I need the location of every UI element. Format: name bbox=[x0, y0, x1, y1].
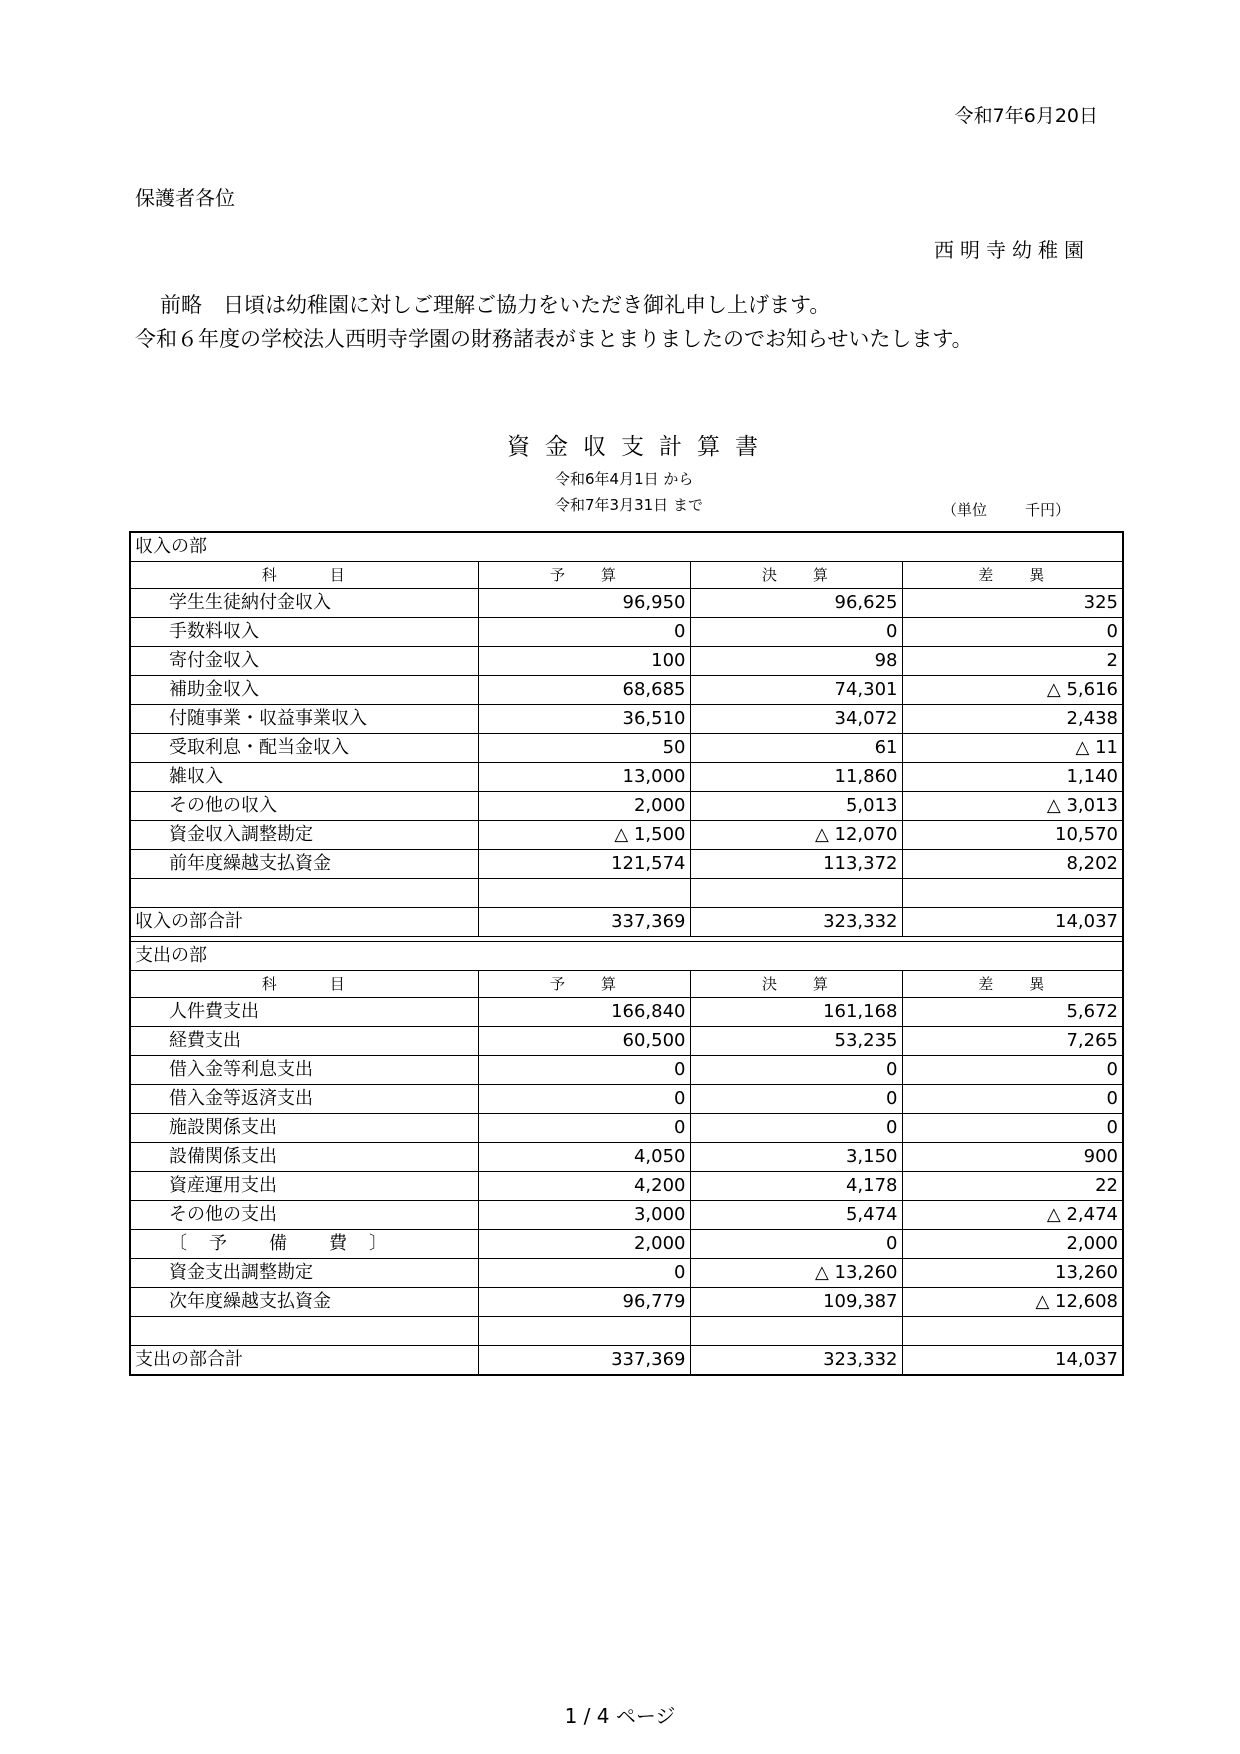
document-date: 令和7年6月20日 bbox=[954, 105, 1098, 127]
income-budget-value: 100 bbox=[478, 647, 690, 676]
income-budget-value: 96,950 bbox=[478, 589, 690, 618]
expense-budget-value: 166,840 bbox=[478, 998, 690, 1027]
income-item-name: 手数料収入 bbox=[130, 618, 478, 647]
unit-note bbox=[942, 499, 1070, 520]
column-header-item: 科 目 bbox=[130, 562, 478, 589]
income-diff-value: △ 11 bbox=[902, 734, 1123, 763]
column-header-actual: 決 算 bbox=[690, 971, 902, 998]
recipient: 保護者各位 bbox=[135, 186, 235, 210]
expense-budget-value: 0 bbox=[478, 1114, 690, 1143]
expense-diff-value: 7,265 bbox=[902, 1027, 1123, 1056]
income-item-name: 資金収入調整勘定 bbox=[130, 821, 478, 850]
income-item-name: 補助金収入 bbox=[130, 676, 478, 705]
expense-actual-value: 5,474 bbox=[690, 1201, 902, 1230]
expense-rows bbox=[130, 998, 1123, 1317]
income-actual-value: 96,625 bbox=[690, 589, 902, 618]
income-row bbox=[130, 589, 1123, 618]
expense-actual-value: 0 bbox=[690, 1085, 902, 1114]
expense-total-diff: 14,037 bbox=[902, 1346, 1123, 1376]
income-item-name: 寄付金収入 bbox=[130, 647, 478, 676]
expense-item-name: 資産運用支出 bbox=[130, 1172, 478, 1201]
expense-diff-value: 0 bbox=[902, 1085, 1123, 1114]
income-item-name: 前年度繰越支払資金 bbox=[130, 850, 478, 879]
column-header-actual: 決 算 bbox=[690, 562, 902, 589]
expense-budget-value: 4,050 bbox=[478, 1143, 690, 1172]
income-diff-value: 10,570 bbox=[902, 821, 1123, 850]
income-diff-value: 2 bbox=[902, 647, 1123, 676]
income-diff-value: △ 3,013 bbox=[902, 792, 1123, 821]
income-row bbox=[130, 647, 1123, 676]
expense-budget-value: 60,500 bbox=[478, 1027, 690, 1056]
expense-item-name: 資金支出調整勘定 bbox=[130, 1259, 478, 1288]
expense-diff-value: △ 12,608 bbox=[902, 1288, 1123, 1317]
income-section-label: 収入の部 bbox=[130, 532, 1123, 562]
expense-actual-value: 109,387 bbox=[690, 1288, 902, 1317]
income-column-header-row bbox=[130, 562, 1123, 589]
expense-row bbox=[130, 1027, 1123, 1056]
income-actual-value: 74,301 bbox=[690, 676, 902, 705]
expense-row bbox=[130, 1201, 1123, 1230]
income-row bbox=[130, 705, 1123, 734]
expense-diff-value: 0 bbox=[902, 1114, 1123, 1143]
column-header-budget: 予 算 bbox=[478, 562, 690, 589]
expense-diff-value: △ 2,474 bbox=[902, 1201, 1123, 1230]
expense-item-name: 借入金等利息支出 bbox=[130, 1056, 478, 1085]
expense-actual-value: 0 bbox=[690, 1056, 902, 1085]
expense-budget-value: 4,200 bbox=[478, 1172, 690, 1201]
expense-row bbox=[130, 998, 1123, 1027]
income-budget-value: 50 bbox=[478, 734, 690, 763]
income-item-name: その他の収入 bbox=[130, 792, 478, 821]
income-row bbox=[130, 618, 1123, 647]
income-actual-value: 5,013 bbox=[690, 792, 902, 821]
income-budget-value: 36,510 bbox=[478, 705, 690, 734]
income-item-name: 学生生徒納付金収入 bbox=[130, 589, 478, 618]
expense-item-name: 人件費支出 bbox=[130, 998, 478, 1027]
income-total-label: 収入の部合計 bbox=[130, 908, 478, 937]
expense-column-header-row bbox=[130, 971, 1123, 998]
income-budget-value: 13,000 bbox=[478, 763, 690, 792]
income-total-row bbox=[130, 908, 1123, 937]
expense-section-header bbox=[130, 942, 1123, 971]
expense-row bbox=[130, 1114, 1123, 1143]
expense-budget-value: 0 bbox=[478, 1056, 690, 1085]
column-header-budget: 予 算 bbox=[478, 971, 690, 998]
income-diff-value: 1,140 bbox=[902, 763, 1123, 792]
income-row bbox=[130, 763, 1123, 792]
expense-actual-value: 0 bbox=[690, 1114, 902, 1143]
expense-diff-value: 900 bbox=[902, 1143, 1123, 1172]
income-item-name: 受取利息・配当金収入 bbox=[130, 734, 478, 763]
expense-item-name: その他の支出 bbox=[130, 1201, 478, 1230]
income-total-diff: 14,037 bbox=[902, 908, 1123, 937]
income-row bbox=[130, 850, 1123, 879]
expense-budget-value: 0 bbox=[478, 1085, 690, 1114]
income-actual-value: △ 12,070 bbox=[690, 821, 902, 850]
income-total-budget: 337,369 bbox=[478, 908, 690, 937]
expense-item-name: 次年度繰越支払資金 bbox=[130, 1288, 478, 1317]
expense-actual-value: 53,235 bbox=[690, 1027, 902, 1056]
income-row bbox=[130, 821, 1123, 850]
expense-row bbox=[130, 1056, 1123, 1085]
expense-section-label: 支出の部 bbox=[130, 942, 1123, 971]
expense-item-name: 経費支出 bbox=[130, 1027, 478, 1056]
expense-diff-value: 5,672 bbox=[902, 998, 1123, 1027]
expense-row bbox=[130, 1230, 1123, 1259]
income-budget-value: 2,000 bbox=[478, 792, 690, 821]
expense-budget-value: 0 bbox=[478, 1259, 690, 1288]
unit-value: 千円） bbox=[1025, 501, 1071, 519]
cash-flow-statement-table bbox=[129, 531, 1124, 1376]
expense-diff-value: 2,000 bbox=[902, 1230, 1123, 1259]
income-budget-value: △ 1,500 bbox=[478, 821, 690, 850]
income-diff-value: 325 bbox=[902, 589, 1123, 618]
expense-item-name: 〔 予 備 費 〕 bbox=[130, 1230, 478, 1259]
sender-name: 西明寺幼稚園 bbox=[934, 238, 1090, 262]
expense-budget-value: 96,779 bbox=[478, 1288, 690, 1317]
expense-total-label: 支出の部合計 bbox=[130, 1346, 478, 1376]
expense-diff-value: 22 bbox=[902, 1172, 1123, 1201]
expense-actual-value: 4,178 bbox=[690, 1172, 902, 1201]
column-header-diff: 差 異 bbox=[902, 562, 1123, 589]
income-item-name: 付随事業・収益事業収入 bbox=[130, 705, 478, 734]
expense-total-row bbox=[130, 1346, 1123, 1376]
income-actual-value: 98 bbox=[690, 647, 902, 676]
greeting-line-1: 前略 日頃は幼稚園に対しご理解ご協力をいただき御礼申し上げます。 bbox=[160, 293, 831, 317]
column-header-diff: 差 異 bbox=[902, 971, 1123, 998]
expense-total-actual: 323,332 bbox=[690, 1346, 902, 1376]
income-budget-value: 121,574 bbox=[478, 850, 690, 879]
expense-row bbox=[130, 1288, 1123, 1317]
income-budget-value: 68,685 bbox=[478, 676, 690, 705]
expense-row bbox=[130, 1172, 1123, 1201]
income-section-header bbox=[130, 532, 1123, 562]
expense-item-name: 借入金等返済支出 bbox=[130, 1085, 478, 1114]
expense-actual-value: 0 bbox=[690, 1230, 902, 1259]
expense-actual-value: 161,168 bbox=[690, 998, 902, 1027]
income-budget-value: 0 bbox=[478, 618, 690, 647]
income-actual-value: 34,072 bbox=[690, 705, 902, 734]
income-row bbox=[130, 676, 1123, 705]
income-item-name: 雑収入 bbox=[130, 763, 478, 792]
expense-row bbox=[130, 1143, 1123, 1172]
blank-row bbox=[130, 879, 1123, 908]
expense-diff-value: 13,260 bbox=[902, 1259, 1123, 1288]
expense-diff-value: 0 bbox=[902, 1056, 1123, 1085]
column-header-item: 科 目 bbox=[130, 971, 478, 998]
expense-actual-value: △ 13,260 bbox=[690, 1259, 902, 1288]
expense-total-budget: 337,369 bbox=[478, 1346, 690, 1376]
unit-label: （単位 bbox=[942, 501, 988, 519]
blank-row bbox=[130, 1317, 1123, 1346]
income-actual-value: 11,860 bbox=[690, 763, 902, 792]
income-row bbox=[130, 734, 1123, 763]
income-diff-value: △ 5,616 bbox=[902, 676, 1123, 705]
period-to: 令和7年3月31日 まで bbox=[555, 496, 703, 514]
expense-item-name: 施設関係支出 bbox=[130, 1114, 478, 1143]
expense-item-name: 設備関係支出 bbox=[130, 1143, 478, 1172]
income-row bbox=[130, 792, 1123, 821]
income-diff-value: 2,438 bbox=[902, 705, 1123, 734]
statement-title: 資金収支計算書 bbox=[507, 434, 773, 460]
income-actual-value: 113,372 bbox=[690, 850, 902, 879]
income-diff-value: 0 bbox=[902, 618, 1123, 647]
expense-budget-value: 3,000 bbox=[478, 1201, 690, 1230]
expense-budget-value: 2,000 bbox=[478, 1230, 690, 1259]
income-total-actual: 323,332 bbox=[690, 908, 902, 937]
greeting-line-2: 令和６年度の学校法人西明寺学園の財務諸表がまとまりましたのでお知らせいたします。 bbox=[135, 327, 973, 351]
income-diff-value: 8,202 bbox=[902, 850, 1123, 879]
expense-row bbox=[130, 1259, 1123, 1288]
page-indicator: 1 / 4 ページ bbox=[564, 1704, 676, 1728]
income-actual-value: 61 bbox=[690, 734, 902, 763]
period-from: 令和6年4月1日 から bbox=[555, 470, 694, 488]
income-rows bbox=[130, 589, 1123, 879]
expense-actual-value: 3,150 bbox=[690, 1143, 902, 1172]
income-actual-value: 0 bbox=[690, 618, 902, 647]
expense-row bbox=[130, 1085, 1123, 1114]
